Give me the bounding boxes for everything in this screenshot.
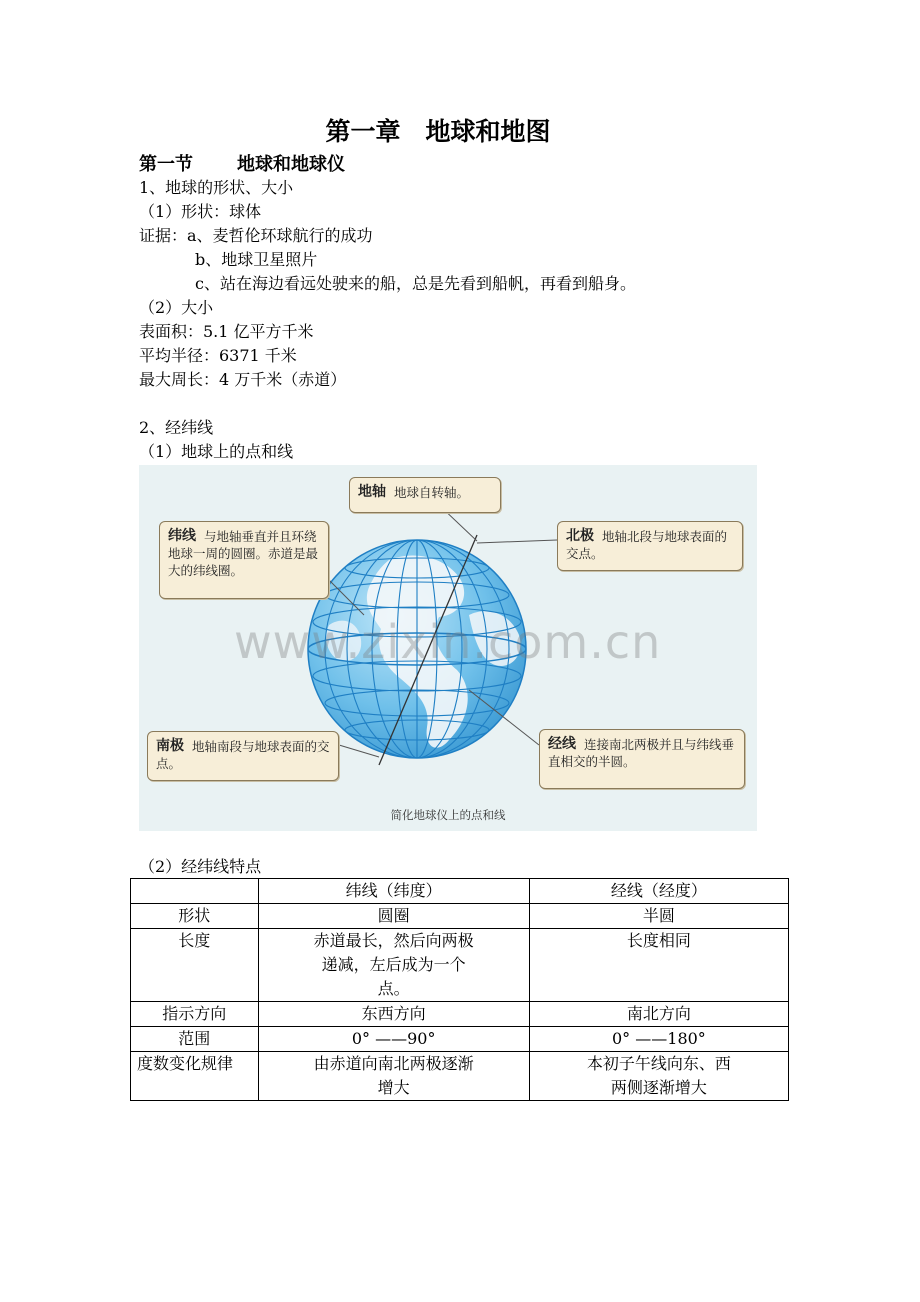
globe-figure (139, 465, 757, 831)
table-cell: 赤道最长，然后向两极递减，左后成为一个点。 (258, 929, 529, 1002)
callout-longitude-title: 经线 (548, 736, 576, 752)
table-cell: 范围 (131, 1027, 259, 1052)
watermark-text: www.zixin.com.cn (234, 615, 662, 669)
callout-latitude-text: 与地轴垂直并且环绕地球一周的圆圈。赤道是最大的纬线圈。 (168, 529, 319, 578)
part2-heading: 2、经纬线 (139, 418, 214, 437)
max-circumference: 最大周长：4 万千米（赤道） (139, 370, 347, 389)
size-heading: （2）大小 (139, 298, 214, 317)
section-title (139, 150, 345, 176)
table-cell: 由赤道向南北两极逐渐增大 (258, 1052, 529, 1101)
table-cell: 本初子午线向东、西两侧逐渐增大 (529, 1052, 788, 1101)
table-cell: 圆圈 (258, 904, 529, 929)
table-row (131, 1002, 789, 1027)
chapter-title: 第一章 地球和地图 (325, 117, 551, 146)
mean-radius: 平均半径：6371 千米 (139, 346, 297, 365)
part1-heading: 1、地球的形状、大小 (139, 178, 294, 197)
callout-south-pole (147, 731, 339, 781)
callout-south-pole-title: 南极 (156, 738, 184, 754)
figure-caption: 简化地球仪上的点和线 (390, 808, 506, 822)
table-row (131, 1027, 789, 1052)
section-name: 地球和地球仪 (237, 154, 345, 175)
table-cell: 形状 (131, 904, 259, 929)
part2-sub2: （2）经纬线特点 (139, 857, 262, 876)
callout-axis (349, 477, 501, 513)
callout-north-pole-text: 地轴北段与地球表面的交点。 (566, 529, 728, 561)
callout-axis-title: 地轴 (358, 484, 386, 500)
callout-north-pole-title: 北极 (566, 528, 594, 544)
table-row (131, 1052, 789, 1101)
callout-latitude-title: 纬线 (168, 528, 196, 544)
evidence-c: c、站在海边看远处驶来的船，总是先看到船帆，再看到船身。 (195, 274, 636, 293)
table-header-cell: 经线（经度） (529, 879, 788, 904)
table-header-cell: 纬线（纬度） (258, 879, 529, 904)
table-row (131, 904, 789, 929)
features-table (130, 878, 789, 1101)
table-header-row (131, 879, 789, 904)
table-cell: 0° ——180° (529, 1027, 788, 1052)
callout-longitude-text: 连接南北两极并且与纬线垂直相交的半圆。 (548, 737, 735, 769)
part2-sub1: （1）地球上的点和线 (139, 442, 294, 461)
north-pole-leader (477, 540, 557, 543)
table-cell: 长度 (131, 929, 259, 1002)
table-cell: 0° ——90° (258, 1027, 529, 1052)
callout-latitude (159, 521, 329, 599)
callout-south-pole-text: 地轴南段与地球表面的交点。 (156, 739, 330, 771)
section-number: 第一节 (139, 154, 193, 175)
table-cell: 长度相同 (529, 929, 788, 1002)
table-cell: 南北方向 (529, 1002, 788, 1027)
callout-longitude (539, 729, 745, 789)
callout-axis-text: 地球自转轴。 (394, 485, 470, 500)
table-cell: 指示方向 (131, 1002, 259, 1027)
table-cell: 东西方向 (258, 1002, 529, 1027)
evidence-a: 证据：a、麦哲伦环球航行的成功 (139, 226, 373, 245)
surface-area: 表面积：5.1 亿平方千米 (139, 322, 314, 341)
shape-line: （1）形状：球体 (139, 202, 262, 221)
callout-north-pole (557, 521, 743, 571)
table-cell: 度数变化规律 (131, 1052, 259, 1101)
table-header-cell (131, 879, 259, 904)
table-cell: 半圆 (529, 904, 788, 929)
table-row (131, 929, 789, 1002)
evidence-b: b、地球卫星照片 (195, 250, 318, 269)
